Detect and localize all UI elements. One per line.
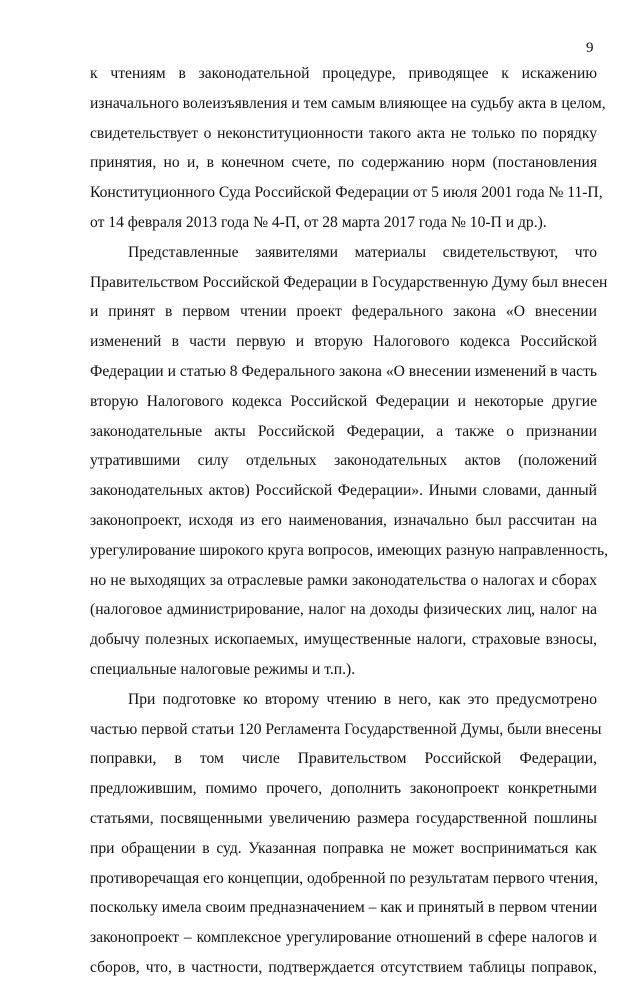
text-line: и принят в первом чтении проект федерального закона «О внесении [90, 303, 597, 321]
paragraph-1 [90, 59, 606, 238]
text-line: изначального волеизъявления и тем самым влияющее на судьбу акта в целом, [90, 94, 606, 112]
paragraph-2 [90, 238, 609, 685]
text-line: статьями, посвященными увеличению размера государственной пошлины [90, 809, 597, 827]
page-number: 9 [586, 40, 594, 56]
text-line: свидетельствует о неконституционности такого акта не только по порядку [90, 124, 597, 142]
text-line: законопроект – комплексное урегулирование отношений в сфере налогов и [90, 929, 597, 947]
paragraph-3 [90, 685, 602, 983]
text-line: утратившими силу отдельных законодательных актов (положений [90, 452, 597, 470]
text-line: (налоговое администрирование, налог на доходы физических лиц, налог на [90, 601, 597, 619]
text-line: урегулирование широкого круга вопросов, имеющих разную направленность, [90, 541, 609, 559]
text-line: Федерации и статью 8 Федерального закона «О внесении изменений в часть [90, 362, 597, 380]
text-line: изменений в части первую и вторую Налогового кодекса Российской [90, 333, 597, 351]
document-body [90, 59, 609, 983]
text-line: поскольку имела своим предназначением – как и принятый в первом чтении [90, 899, 598, 917]
text-line: законодательных актов) Российской Федерации». Иными словами, данный [90, 482, 597, 500]
text-line: принятия, но и, в конечном счете, по содержанию норм (постановления [90, 154, 597, 172]
text-line: При подготовке ко второму чтению в него, как это предусмотрено [128, 690, 597, 708]
text-line: Представленные заявителями материалы свидетельствуют, что [128, 243, 597, 261]
text-line: частью первой статьи 120 Регламента Государственной Думы, были внесены [90, 720, 602, 738]
text-line: Правительством Российской Федерации в Государственную Думу был внесен [90, 273, 608, 291]
text-line: законодательные акты Российской Федерации, а также о признании [90, 422, 597, 440]
text-line: сборов, что, в частности, подтверждается отсутствием таблицы поправок, [90, 958, 597, 976]
text-line: поправки, в том числе Правительством Российской Федерации, [90, 750, 597, 768]
text-line: вторую Налогового кодекса Российской Федерации и некоторые другие [90, 392, 597, 410]
text-line: но не выходящих за отраслевые рамки законодательства о налогах и сборах [90, 571, 597, 589]
text-line: от 14 февраля 2013 года № 4-П, от 28 марта 2017 года № 10-П и др.). [90, 213, 547, 231]
text-line: Конституционного Суда Российской Федерации от 5 июля 2001 года № 11-П, [90, 184, 603, 202]
text-line: добычу полезных ископаемых, имущественные налоги, страховые взносы, [90, 631, 597, 649]
text-line: при обращении в суд. Указанная поправка не может восприниматься как [90, 839, 597, 857]
text-line: законопроект, исходя из его наименования, изначально был рассчитан на [90, 511, 597, 529]
text-line: предложившим, помимо прочего, дополнить законопроект конкретными [90, 780, 597, 798]
text-line: к чтениям в законодательной процедуре, приводящее к искажению [90, 65, 597, 82]
text-line: специальные налоговые режимы и т.п.). [90, 660, 356, 678]
text-line: противоречащая его концепции, одобренной по результатам первого чтения, [90, 869, 599, 887]
